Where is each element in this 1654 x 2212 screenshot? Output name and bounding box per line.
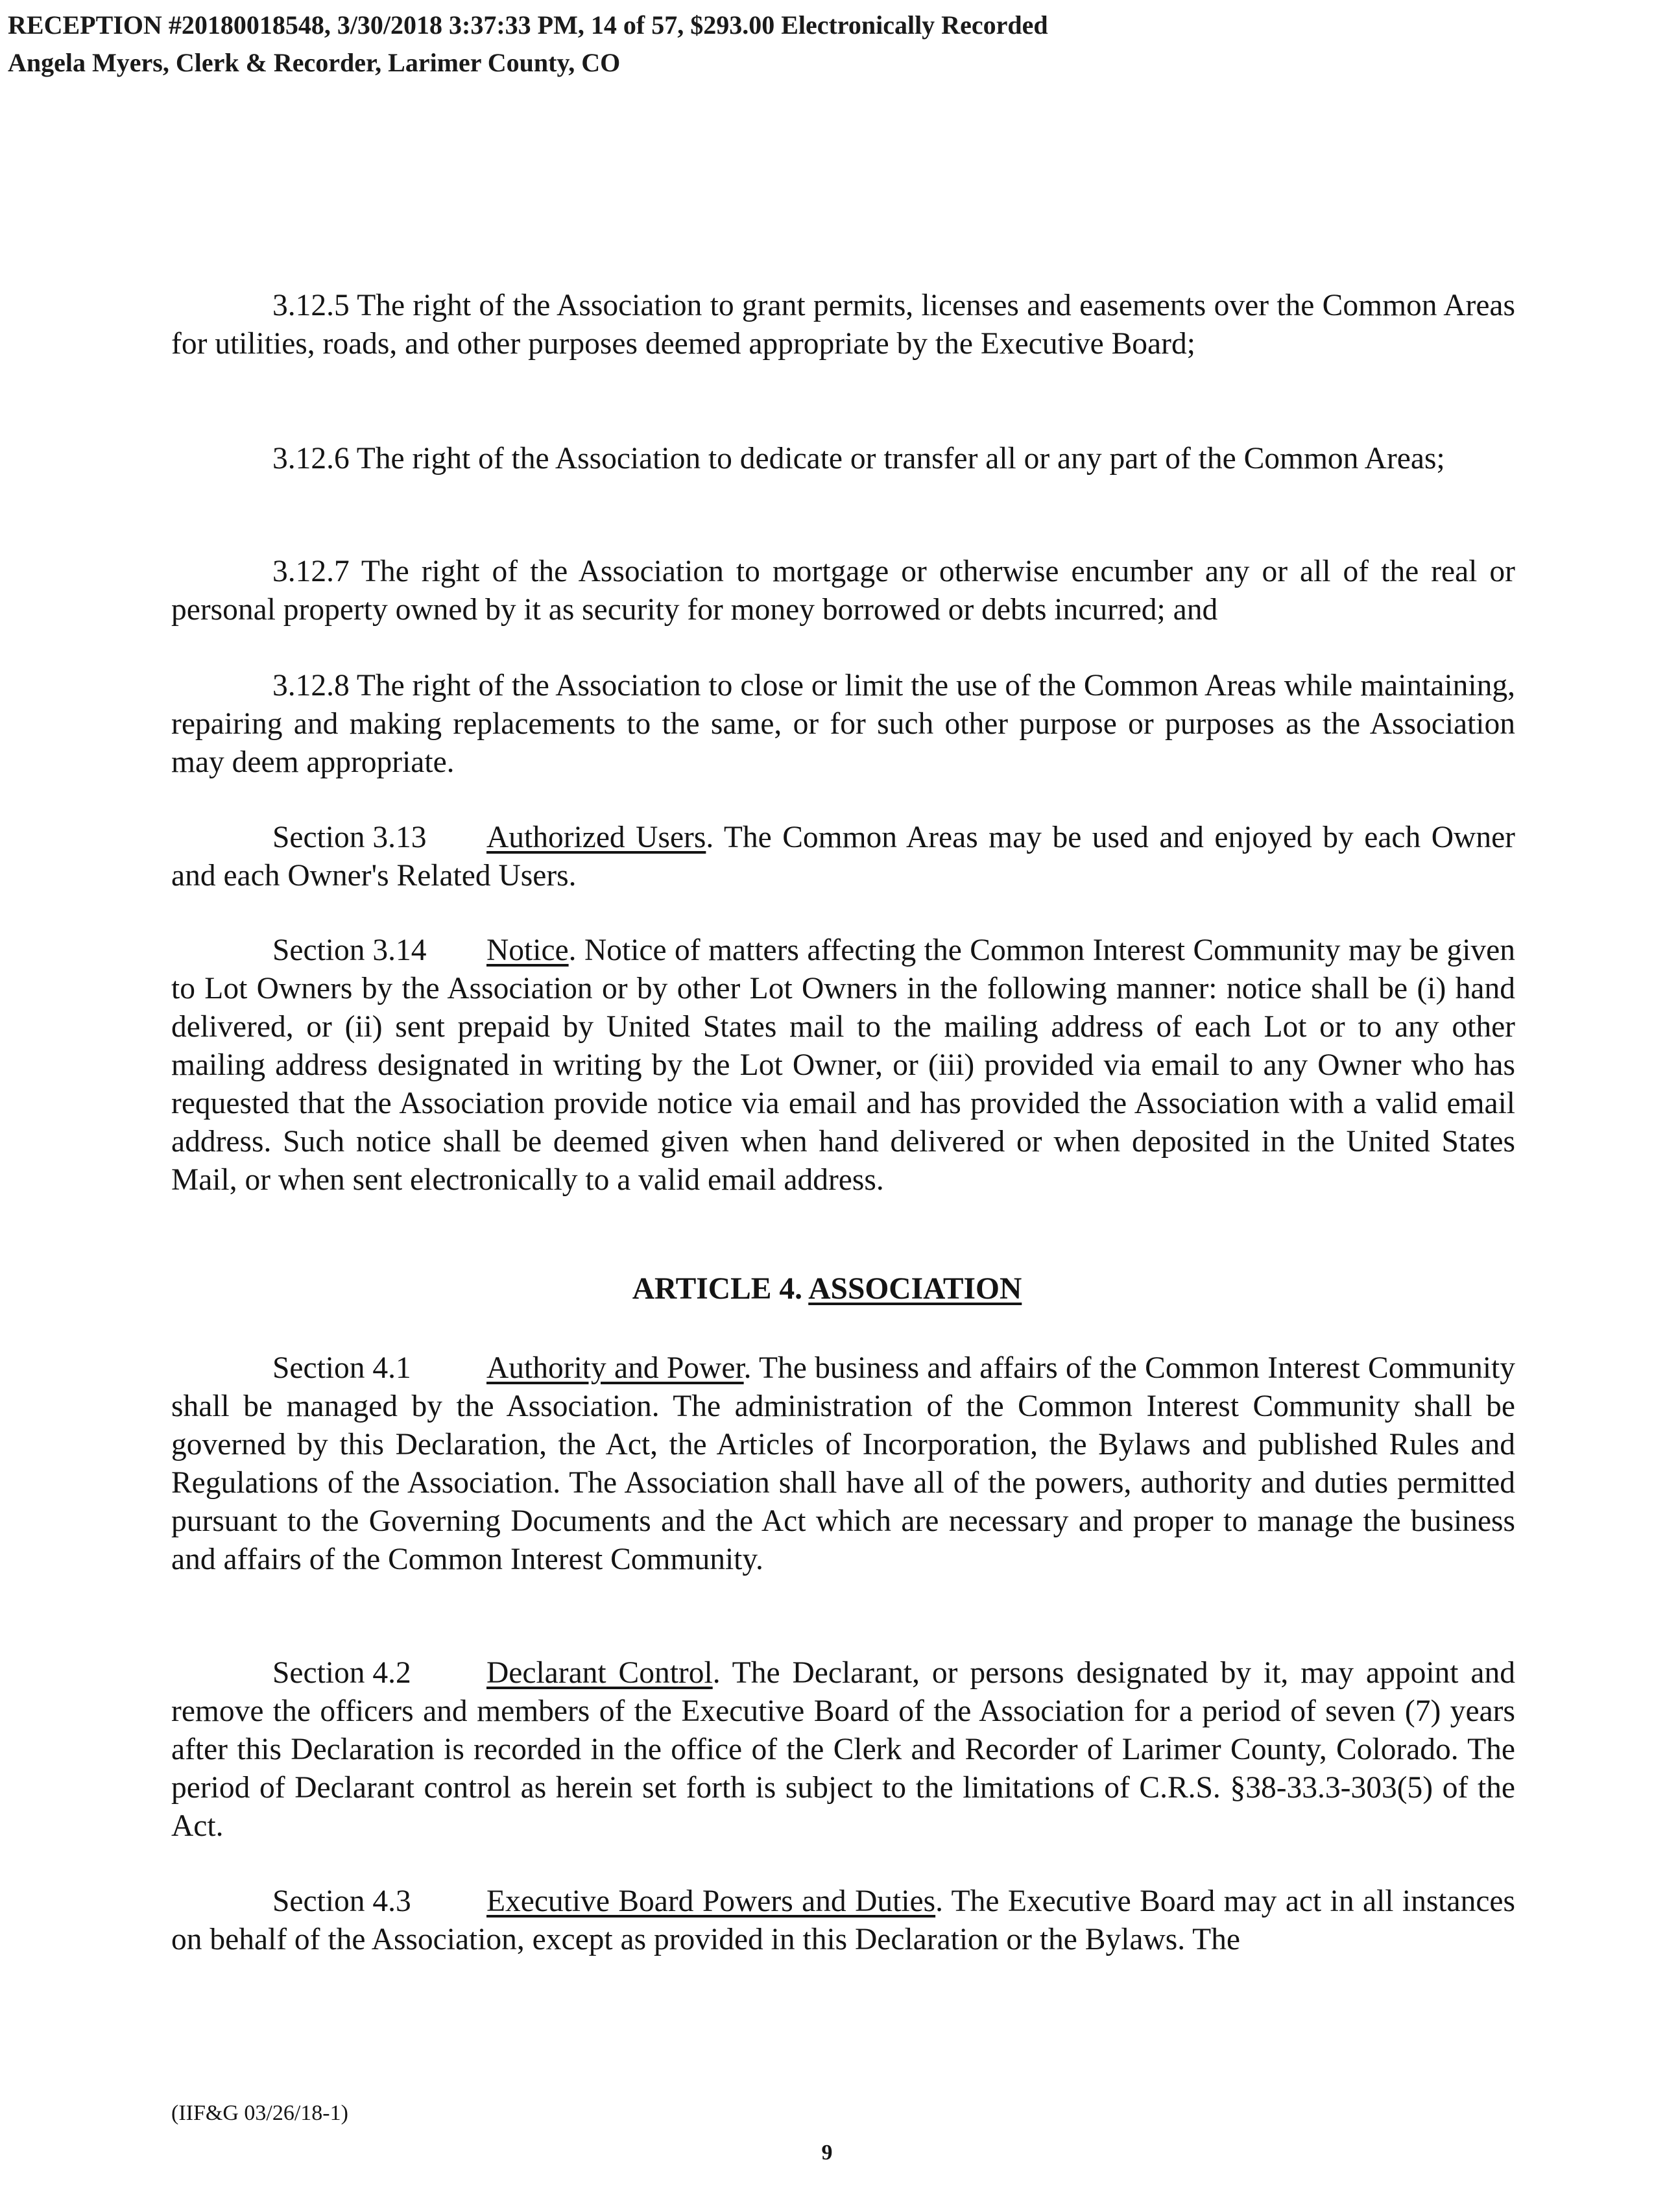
section-3-13 xyxy=(171,819,1515,895)
article-prefix: ARTICLE 4. xyxy=(632,1272,809,1306)
section-4-3 xyxy=(171,1882,1515,1959)
paragraph-number: 3.12.7 xyxy=(272,555,350,588)
recording-stamp-line-2: Angela Myers, Clerk & Recorder, Larimer County, CO xyxy=(8,48,621,77)
section-number: Section 4.1 xyxy=(272,1351,411,1385)
page-number: 9 xyxy=(821,2141,833,2165)
recording-stamp-line-1: RECEPTION #20180018548, 3/30/2018 3:37:33 PM, 14 of 57, $293.00 Electronically Recorded xyxy=(8,10,1048,40)
section-4-2 xyxy=(171,1654,1515,1845)
article-heading xyxy=(0,1270,1654,1308)
section-text: . The Common Areas may be used and enjoyed by each Owner and each Owner's Related Users. xyxy=(171,821,1515,893)
section-title: Declarant Control xyxy=(486,1656,713,1690)
section-title: Authority and Power xyxy=(486,1351,744,1385)
document-code: (IIF&G 03/26/18-1) xyxy=(171,2101,348,2125)
paragraph-number: 3.12.8 xyxy=(272,669,350,703)
section-number: Section 3.13 xyxy=(272,821,427,854)
paragraph-text: The right of the Association to mortgage or otherwise encumber any or all of the real or personal property owned by it as security for money borrowed or debts incurred; and xyxy=(171,555,1515,627)
paragraph-text: The right of the Association to close or limit the use of the Common Areas while maintaining, repairing and making replacements to the same, or for such other purpose or purposes as the Association may deem appropriate. xyxy=(171,669,1515,779)
section-title: Executive Board Powers and Duties xyxy=(486,1884,936,1918)
paragraph-3-12-5 xyxy=(171,287,1515,363)
paragraph-3-12-7 xyxy=(171,553,1515,629)
section-3-14 xyxy=(171,932,1515,1199)
section-text: . The Executive Board may act in all instances on behalf of the Association, except as provided in this Declaration or the Bylaws. The xyxy=(171,1884,1515,1956)
paragraph-text: The right of the Association to grant permits, licenses and easements over the Common Areas for utilities, roads, and other purposes deemed appropriate by the Executive Board; xyxy=(171,289,1515,361)
section-4-1 xyxy=(171,1349,1515,1579)
recording-stamp xyxy=(8,6,1048,82)
paragraph-number: 3.12.5 xyxy=(272,289,350,322)
paragraph-3-12-6 xyxy=(171,440,1515,478)
paragraph-text: The right of the Association to dedicate or transfer all or any part of the Common Areas; xyxy=(356,442,1445,475)
section-text: . The Declarant, or persons designated by it, may appoint and remove the officers and members of the Executive Board of the Association for a period of seven (7) years after this Declaration is recorded in the office of the Clerk and Recorder of Larimer County, Colorado. The period of Declarant control as herein set forth is subject to the limitations of C.R.S. §38-33.3-303(5) of the Act. xyxy=(171,1656,1515,1843)
section-text: . The business and affairs of the Common Interest Community shall be managed by the Association. The administration of the Common Interest Community shall be governed by this Declaration, the Act, the Articles of Incorporation, the Bylaws and published Rules and Regulations of the Association. The Association shall have all of the powers, authority and duties permitted pursuant to the Governing Documents and the Act which are necessary and proper to manage the business and affairs of the Common Interest Community. xyxy=(171,1351,1515,1576)
section-number: Section 3.14 xyxy=(272,933,427,967)
section-text: . Notice of matters affecting the Common Interest Community may be given to Lot Owners by the Association or by other Lot Owners in the following manner: notice shall be (i) hand delivered, or (ii) sent prepaid by United States mail to the mailing address of each Lot or to any other mailing address designated in writing by the Lot Owner, or (iii) provided via email to any Owner who has requested that the Association provide notice via email and has provided the Association with a valid email address. Such notice shall be deemed given when hand delivered or when deposited in the United States Mail, or when sent electronically to a valid email address. xyxy=(171,933,1515,1197)
section-number: Section 4.3 xyxy=(272,1884,411,1918)
section-title: Authorized Users xyxy=(486,821,706,854)
paragraph-number: 3.12.6 xyxy=(272,442,350,475)
section-number: Section 4.2 xyxy=(272,1656,411,1690)
paragraph-3-12-8 xyxy=(171,667,1515,782)
article-title: ASSOCIATION xyxy=(808,1272,1022,1306)
section-title: Notice xyxy=(486,933,569,967)
